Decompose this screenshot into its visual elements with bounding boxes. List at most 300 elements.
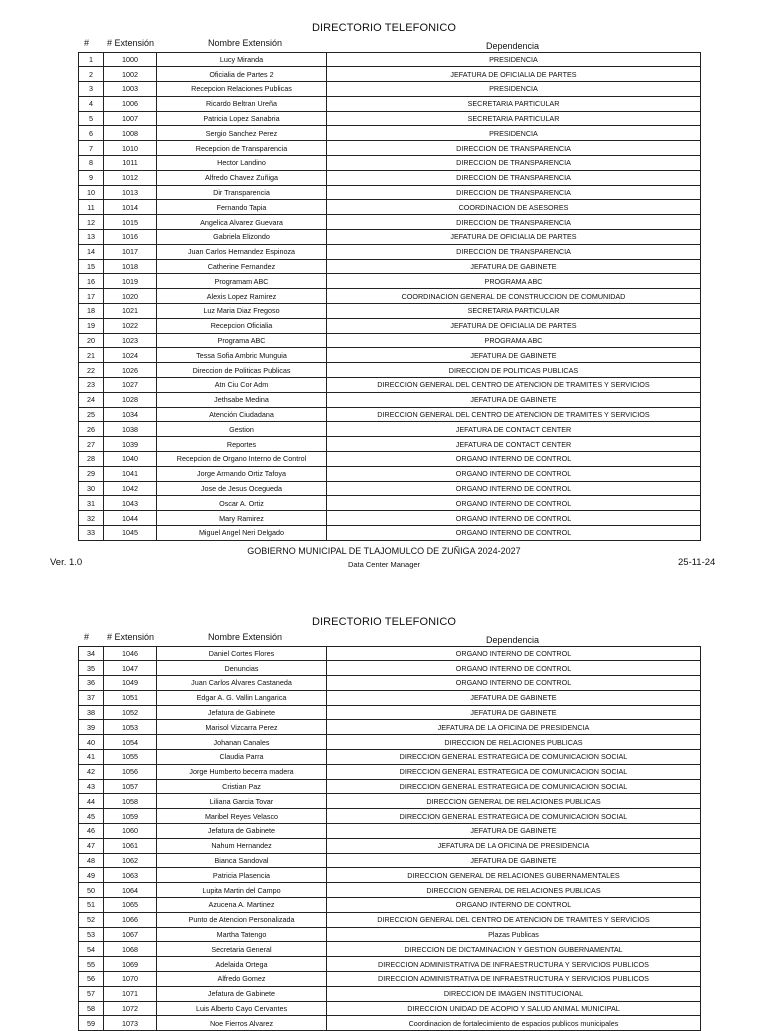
- row-dependency: DIRECCION DE TRANSPARENCIA: [327, 244, 701, 259]
- row-name: Recepcion de Transparencia: [157, 141, 327, 156]
- table-row: [79, 868, 701, 883]
- row-extension: 1059: [104, 809, 157, 824]
- row-name: Programam ABC: [157, 274, 327, 289]
- row-extension: 1013: [104, 185, 157, 200]
- table-row: [79, 1001, 701, 1016]
- table-row: [79, 676, 701, 691]
- table-row: [79, 52, 701, 67]
- row-dependency: JEFATURA DE OFICIALIA DE PARTES: [327, 67, 701, 82]
- table-row: [79, 244, 701, 259]
- row-number: 46: [79, 824, 104, 839]
- row-extension: 1018: [104, 259, 157, 274]
- row-name: Jorge Armando Ortiz Tafoya: [157, 466, 327, 481]
- footer-government: GOBIERNO MUNICIPAL DE TLAJOMULCO DE ZUÑIGA 2024-2027: [0, 546, 768, 556]
- header-dependency: Dependencia: [486, 635, 539, 645]
- row-number: 1: [79, 52, 104, 67]
- row-dependency: JEFATURA DE GABINETE: [327, 348, 701, 363]
- header-number: #: [84, 632, 89, 642]
- row-extension: 1027: [104, 378, 157, 393]
- table-row: [79, 96, 701, 111]
- row-dependency: ORGANO INTERNO DE CONTROL: [327, 661, 701, 676]
- row-extension: 1020: [104, 289, 157, 304]
- table-row: [79, 67, 701, 82]
- row-extension: 1026: [104, 363, 157, 378]
- row-number: 4: [79, 96, 104, 111]
- table-row: [79, 824, 701, 839]
- row-name: Martha Tatengo: [157, 927, 327, 942]
- row-dependency: DIRECCION DE DICTAMINACION Y GESTION GUBERNAMENTAL: [327, 942, 701, 957]
- row-name: Oficialia de Partes 2: [157, 67, 327, 82]
- row-dependency: DIRECCION UNIDAD DE ACOPIO Y SALUD ANIMAL MUNICIPAL: [327, 1001, 701, 1016]
- row-extension: 1044: [104, 511, 157, 526]
- row-name: Lucy Miranda: [157, 52, 327, 67]
- table-row: [79, 750, 701, 765]
- table-row: [79, 779, 701, 794]
- row-dependency: DIRECCION DE TRANSPARENCIA: [327, 156, 701, 171]
- row-dependency: DIRECCION DE POLITICAS PUBLICAS: [327, 363, 701, 378]
- row-name: Angelica Alvarez Guevara: [157, 215, 327, 230]
- row-dependency: ORGANO INTERNO DE CONTROL: [327, 526, 701, 541]
- table-row: [79, 452, 701, 467]
- row-name: Alfredo Chavez Zuñiga: [157, 170, 327, 185]
- row-number: 40: [79, 735, 104, 750]
- row-number: 37: [79, 690, 104, 705]
- table-row: [79, 215, 701, 230]
- table-row: [79, 437, 701, 452]
- row-number: 25: [79, 407, 104, 422]
- row-name: Nahum Hernandez: [157, 838, 327, 853]
- row-extension: 1062: [104, 853, 157, 868]
- row-dependency: ORGANO INTERNO DE CONTROL: [327, 646, 701, 661]
- row-name: Luz Maria Diaz Fregoso: [157, 304, 327, 319]
- row-extension: 1017: [104, 244, 157, 259]
- row-dependency: DIRECCION DE IMAGEN INSTITUCIONAL: [327, 986, 701, 1001]
- row-extension: 1047: [104, 661, 157, 676]
- row-dependency: COORDINACION DE ASESORES: [327, 200, 701, 215]
- row-number: 59: [79, 1016, 104, 1031]
- table-row: [79, 927, 701, 942]
- table-row: [79, 170, 701, 185]
- row-name: Patricia Lopez Sanabria: [157, 111, 327, 126]
- row-number: 41: [79, 750, 104, 765]
- row-name: Daniel Cortes Flores: [157, 646, 327, 661]
- row-dependency: DIRECCION GENERAL ESTRATEGICA DE COMUNICACION SOCIAL: [327, 750, 701, 765]
- row-extension: 1052: [104, 705, 157, 720]
- row-dependency: SECRETARIA PARTICULAR: [327, 304, 701, 319]
- row-number: 55: [79, 957, 104, 972]
- row-dependency: JEFATURA DE GABINETE: [327, 392, 701, 407]
- table-row: [79, 274, 701, 289]
- table-row: [79, 318, 701, 333]
- row-number: 17: [79, 289, 104, 304]
- row-dependency: DIRECCION GENERAL DEL CENTRO DE ATENCION DE TRAMITES Y SERVICIOS: [327, 912, 701, 927]
- row-number: 8: [79, 156, 104, 171]
- row-extension: 1000: [104, 52, 157, 67]
- row-dependency: JEFATURA DE LA OFICINA DE PRESIDENCIA: [327, 838, 701, 853]
- row-dependency: PRESIDENCIA: [327, 82, 701, 97]
- row-number: 26: [79, 422, 104, 437]
- row-dependency: JEFATURA DE CONTACT CENTER: [327, 437, 701, 452]
- row-name: Jefatura de Gabinete: [157, 705, 327, 720]
- directory-table: [78, 646, 701, 1031]
- row-dependency: PROGRAMA ABC: [327, 274, 701, 289]
- row-extension: 1023: [104, 333, 157, 348]
- header-name: Nombre Extensión: [208, 632, 282, 642]
- row-dependency: JEFATURA DE GABINETE: [327, 705, 701, 720]
- row-extension: 1069: [104, 957, 157, 972]
- table-row: [79, 883, 701, 898]
- directory-table: [78, 52, 701, 541]
- row-extension: 1016: [104, 230, 157, 245]
- row-name: Jefatura de Gabinete: [157, 824, 327, 839]
- row-number: 45: [79, 809, 104, 824]
- table-row: [79, 942, 701, 957]
- table-row: [79, 200, 701, 215]
- row-dependency: DIRECCION GENERAL DE RELACIONES PUBLICAS: [327, 883, 701, 898]
- row-name: Jose de Jesus Ocegueda: [157, 481, 327, 496]
- row-extension: 1007: [104, 111, 157, 126]
- row-extension: 1068: [104, 942, 157, 957]
- table-row: [79, 126, 701, 141]
- row-dependency: DIRECCION DE TRANSPARENCIA: [327, 185, 701, 200]
- table-row: [79, 82, 701, 97]
- row-number: 6: [79, 126, 104, 141]
- row-number: 19: [79, 318, 104, 333]
- table-row: [79, 957, 701, 972]
- row-number: 33: [79, 526, 104, 541]
- table-row: [79, 661, 701, 676]
- row-name: Direccion de Politicas Publicas: [157, 363, 327, 378]
- row-dependency: PRESIDENCIA: [327, 52, 701, 67]
- row-name: Jethsabe Medina: [157, 392, 327, 407]
- row-number: 49: [79, 868, 104, 883]
- row-name: Recepcion Relaciones Publicas: [157, 82, 327, 97]
- row-dependency: JEFATURA DE OFICIALIA DE PARTES: [327, 318, 701, 333]
- row-number: 18: [79, 304, 104, 319]
- row-extension: 1039: [104, 437, 157, 452]
- table-row: [79, 156, 701, 171]
- row-number: 54: [79, 942, 104, 957]
- table-row: [79, 794, 701, 809]
- row-extension: 1067: [104, 927, 157, 942]
- row-number: 24: [79, 392, 104, 407]
- row-name: Reportes: [157, 437, 327, 452]
- row-extension: 1053: [104, 720, 157, 735]
- header-name: Nombre Extensión: [208, 38, 282, 48]
- row-extension: 1046: [104, 646, 157, 661]
- row-name: Gabriela Elizondo: [157, 230, 327, 245]
- table-row: [79, 304, 701, 319]
- row-name: Maribel Reyes Velasco: [157, 809, 327, 824]
- row-number: 50: [79, 883, 104, 898]
- table-row: [79, 853, 701, 868]
- row-extension: 1011: [104, 156, 157, 171]
- row-number: 2: [79, 67, 104, 82]
- row-dependency: PRESIDENCIA: [327, 126, 701, 141]
- row-name: Atn Ciu Cor Adm: [157, 378, 327, 393]
- table-row: [79, 646, 701, 661]
- row-name: Catherine Fernandez: [157, 259, 327, 274]
- row-dependency: JEFATURA DE GABINETE: [327, 690, 701, 705]
- row-number: 28: [79, 452, 104, 467]
- row-name: Bianca Sandoval: [157, 853, 327, 868]
- row-number: 52: [79, 912, 104, 927]
- row-dependency: JEFATURA DE GABINETE: [327, 259, 701, 274]
- table-row: [79, 496, 701, 511]
- table-row: [79, 378, 701, 393]
- row-number: 36: [79, 676, 104, 691]
- row-name: Recepcion Oficialia: [157, 318, 327, 333]
- row-number: 21: [79, 348, 104, 363]
- row-name: Edgar A. G. Vallin Langarica: [157, 690, 327, 705]
- row-extension: 1015: [104, 215, 157, 230]
- header-number: #: [84, 38, 89, 48]
- footer-date: 25-11-24: [678, 557, 715, 568]
- row-number: 56: [79, 972, 104, 987]
- row-name: Dir Transparencia: [157, 185, 327, 200]
- row-extension: 1049: [104, 676, 157, 691]
- row-name: Jefatura de Gabinete: [157, 986, 327, 1001]
- document-title: DIRECTORIO TELEFONICO: [0, 616, 768, 628]
- row-number: 13: [79, 230, 104, 245]
- table-row: [79, 720, 701, 735]
- row-name: Cristian Paz: [157, 779, 327, 794]
- row-dependency: DIRECCION GENERAL DE RELACIONES GUBERNAMENTALES: [327, 868, 701, 883]
- row-extension: 1019: [104, 274, 157, 289]
- row-extension: 1022: [104, 318, 157, 333]
- row-dependency: JEFATURA DE LA OFICINA DE PRESIDENCIA: [327, 720, 701, 735]
- row-dependency: SECRETARIA PARTICULAR: [327, 111, 701, 126]
- row-extension: 1038: [104, 422, 157, 437]
- row-number: 57: [79, 986, 104, 1001]
- row-name: Juan Carlos Hernandez Espinoza: [157, 244, 327, 259]
- table-row: [79, 185, 701, 200]
- row-dependency: DIRECCION ADMINISTRATIVA DE INFRAESTRUCTURA Y SERVICIOS PUBLICOS: [327, 957, 701, 972]
- table-row: [79, 690, 701, 705]
- table-row: [79, 111, 701, 126]
- row-number: 43: [79, 779, 104, 794]
- row-dependency: Plazas Publicas: [327, 927, 701, 942]
- row-dependency: PROGRAMA ABC: [327, 333, 701, 348]
- row-extension: 1054: [104, 735, 157, 750]
- row-extension: 1063: [104, 868, 157, 883]
- row-dependency: JEFATURA DE CONTACT CENTER: [327, 422, 701, 437]
- row-name: Recepcion de Organo Interno de Control: [157, 452, 327, 467]
- row-dependency: ORGANO INTERNO DE CONTROL: [327, 481, 701, 496]
- table-row: [79, 348, 701, 363]
- row-dependency: DIRECCION GENERAL ESTRATEGICA DE COMUNICACION SOCIAL: [327, 764, 701, 779]
- row-extension: 1040: [104, 452, 157, 467]
- row-number: 53: [79, 927, 104, 942]
- row-extension: 1034: [104, 407, 157, 422]
- row-extension: 1056: [104, 764, 157, 779]
- row-name: Liliana Garcia Tovar: [157, 794, 327, 809]
- row-dependency: DIRECCION ADMINISTRATIVA DE INFRAESTRUCTURA Y SERVICIOS PUBLICOS: [327, 972, 701, 987]
- row-dependency: DIRECCION GENERAL DE RELACIONES PUBLICAS: [327, 794, 701, 809]
- table-row: [79, 764, 701, 779]
- row-extension: 1006: [104, 96, 157, 111]
- row-extension: 1045: [104, 526, 157, 541]
- row-number: 5: [79, 111, 104, 126]
- table-row: [79, 333, 701, 348]
- row-name: Ricardo Beltran Ureña: [157, 96, 327, 111]
- row-dependency: DIRECCION DE TRANSPARENCIA: [327, 141, 701, 156]
- row-dependency: Coordinacion de fortalecimiento de espacios publicos municipales: [327, 1016, 701, 1031]
- table-row: [79, 838, 701, 853]
- row-dependency: DIRECCION GENERAL DEL CENTRO DE ATENCION DE TRAMITES Y SERVICIOS: [327, 407, 701, 422]
- row-extension: 1065: [104, 898, 157, 913]
- row-name: Atención Ciudadana: [157, 407, 327, 422]
- row-name: Hector Landino: [157, 156, 327, 171]
- table-row: [79, 705, 701, 720]
- row-number: 20: [79, 333, 104, 348]
- row-number: 31: [79, 496, 104, 511]
- row-name: Azucena A. Martinez: [157, 898, 327, 913]
- row-dependency: DIRECCION GENERAL ESTRATEGICA DE COMUNICACION SOCIAL: [327, 809, 701, 824]
- table-row: [79, 526, 701, 541]
- row-dependency: DIRECCION DE TRANSPARENCIA: [327, 215, 701, 230]
- row-name: Luis Alberto Cayo Cervantes: [157, 1001, 327, 1016]
- table-row: [79, 259, 701, 274]
- row-extension: 1042: [104, 481, 157, 496]
- row-dependency: JEFATURA DE GABINETE: [327, 853, 701, 868]
- row-dependency: ORGANO INTERNO DE CONTROL: [327, 511, 701, 526]
- table-row: [79, 392, 701, 407]
- row-number: 48: [79, 853, 104, 868]
- row-number: 9: [79, 170, 104, 185]
- row-extension: 1014: [104, 200, 157, 215]
- row-dependency: COORDINACION GENERAL DE CONSTRUCCION DE COMUNIDAD: [327, 289, 701, 304]
- row-name: Mary Ramirez: [157, 511, 327, 526]
- row-dependency: JEFATURA DE GABINETE: [327, 824, 701, 839]
- row-extension: 1055: [104, 750, 157, 765]
- table-row: [79, 972, 701, 987]
- row-dependency: JEFATURA DE OFICIALIA DE PARTES: [327, 230, 701, 245]
- row-name: Alexis Lopez Ramirez: [157, 289, 327, 304]
- row-number: 30: [79, 481, 104, 496]
- row-number: 14: [79, 244, 104, 259]
- table-row: [79, 1016, 701, 1031]
- row-extension: 1003: [104, 82, 157, 97]
- row-number: 32: [79, 511, 104, 526]
- row-dependency: ORGANO INTERNO DE CONTROL: [327, 466, 701, 481]
- row-extension: 1002: [104, 67, 157, 82]
- row-name: Patricia Plasencia: [157, 868, 327, 883]
- row-extension: 1057: [104, 779, 157, 794]
- row-number: 15: [79, 259, 104, 274]
- row-dependency: DIRECCION GENERAL DEL CENTRO DE ATENCION DE TRAMITES Y SERVICIOS: [327, 378, 701, 393]
- row-name: Claudia Parra: [157, 750, 327, 765]
- row-number: 27: [79, 437, 104, 452]
- row-dependency: ORGANO INTERNO DE CONTROL: [327, 676, 701, 691]
- row-number: 29: [79, 466, 104, 481]
- table-row: [79, 898, 701, 913]
- row-name: Gestion: [157, 422, 327, 437]
- row-extension: 1066: [104, 912, 157, 927]
- footer-version: Ver. 1.0: [50, 557, 82, 568]
- table-row: [79, 230, 701, 245]
- row-number: 42: [79, 764, 104, 779]
- page-footer: [0, 546, 768, 576]
- table-row: [79, 363, 701, 378]
- row-extension: 1071: [104, 986, 157, 1001]
- table-row: [79, 912, 701, 927]
- row-number: 11: [79, 200, 104, 215]
- row-name: Juan Carlos Alvares Castaneda: [157, 676, 327, 691]
- row-name: Jorge Humberto becerra madera: [157, 764, 327, 779]
- row-name: Oscar A. Ortiz: [157, 496, 327, 511]
- header-extension: # Extensión: [107, 38, 154, 48]
- row-name: Fernando Tapia: [157, 200, 327, 215]
- row-extension: 1041: [104, 466, 157, 481]
- table-row: [79, 986, 701, 1001]
- row-number: 3: [79, 82, 104, 97]
- table-row: [79, 809, 701, 824]
- row-dependency: DIRECCION DE RELACIONES PUBLICAS: [327, 735, 701, 750]
- row-dependency: SECRETARIA PARTICULAR: [327, 96, 701, 111]
- row-extension: 1043: [104, 496, 157, 511]
- row-number: 22: [79, 363, 104, 378]
- row-extension: 1010: [104, 141, 157, 156]
- row-extension: 1021: [104, 304, 157, 319]
- row-name: Punto de Atencion Personalizada: [157, 912, 327, 927]
- row-name: Alfredo Gomez: [157, 972, 327, 987]
- row-number: 58: [79, 1001, 104, 1016]
- row-extension: 1072: [104, 1001, 157, 1016]
- row-name: Lupita Martin del Campo: [157, 883, 327, 898]
- header-dependency: Dependencia: [486, 41, 539, 51]
- row-extension: 1028: [104, 392, 157, 407]
- row-name: Tessa Sofia Ambric Munguia: [157, 348, 327, 363]
- row-extension: 1024: [104, 348, 157, 363]
- table-row: [79, 481, 701, 496]
- row-number: 12: [79, 215, 104, 230]
- row-name: Programa ABC: [157, 333, 327, 348]
- table-row: [79, 422, 701, 437]
- table-row: [79, 735, 701, 750]
- row-number: 47: [79, 838, 104, 853]
- row-extension: 1058: [104, 794, 157, 809]
- row-number: 16: [79, 274, 104, 289]
- row-dependency: ORGANO INTERNO DE CONTROL: [327, 496, 701, 511]
- row-number: 10: [79, 185, 104, 200]
- row-name: Denuncias: [157, 661, 327, 676]
- row-number: 51: [79, 898, 104, 913]
- row-name: Secretaria General: [157, 942, 327, 957]
- row-number: 38: [79, 705, 104, 720]
- row-extension: 1012: [104, 170, 157, 185]
- row-dependency: ORGANO INTERNO DE CONTROL: [327, 898, 701, 913]
- row-extension: 1008: [104, 126, 157, 141]
- row-extension: 1061: [104, 838, 157, 853]
- header-extension: # Extensión: [107, 632, 154, 642]
- row-name: Noe Fierros Alvarez: [157, 1016, 327, 1031]
- row-dependency: DIRECCION DE TRANSPARENCIA: [327, 170, 701, 185]
- row-number: 34: [79, 646, 104, 661]
- table-row: [79, 466, 701, 481]
- row-number: 44: [79, 794, 104, 809]
- table-row: [79, 407, 701, 422]
- row-name: Sergio Sanchez Perez: [157, 126, 327, 141]
- row-name: Marisol Vizcarra Perez: [157, 720, 327, 735]
- table-row: [79, 141, 701, 156]
- document-title: DIRECTORIO TELEFONICO: [0, 22, 768, 34]
- row-extension: 1070: [104, 972, 157, 987]
- row-extension: 1051: [104, 690, 157, 705]
- row-number: 39: [79, 720, 104, 735]
- footer-subtitle: Data Center Manager: [0, 560, 768, 569]
- row-name: Adelaida Ortega: [157, 957, 327, 972]
